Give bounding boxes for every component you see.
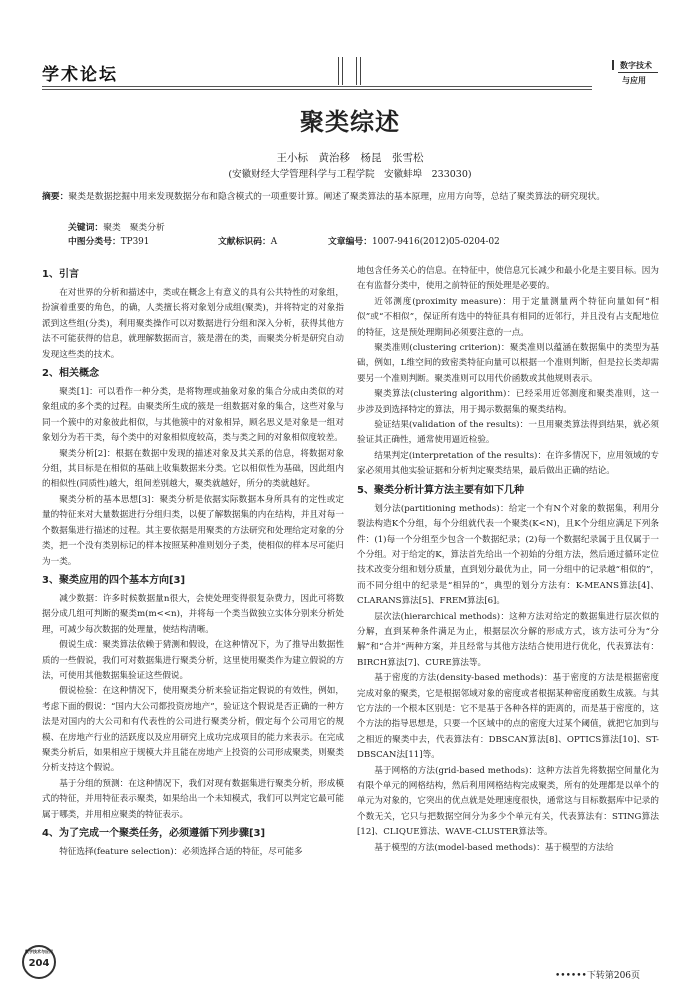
classification-row (68, 234, 628, 247)
article-authors: 王小标 黄治移 杨昆 张雪松 (276, 152, 424, 164)
paragraph: 聚类分析的基本思想[3]：聚类分析是依据实际数据本身所具有的定性或定量的特征来对大量数据进行分组归类，以便了解数据集的内在结构，并且对每一个数据集进行描述的过程。其主要依据是用聚类的方法研究和处理给定对象的分类，把一个没有类别标记的样本按照某种准则划分子类，使相似的样本尽可能归为一类。 (42, 494, 344, 567)
paragraph: 地包含任务关心的信息。在特征中，使信息冗长减少和最小化是主要目标。因为在有监督分类中，使用之前特征的预处理是必要的。 (357, 266, 659, 292)
paragraph: 基于模型的方法(model-based methods)：基于模型的方法给 (374, 842, 614, 853)
section-heading: 4、为了完成一个聚类任务，必须遵循下列步骤[3] (42, 828, 266, 839)
section-heading: 5、聚类分析计算方法主要有如下几种 (357, 484, 524, 496)
paragraph: 层次法(hierarchical methods)：这种方法对给定的数据集进行层次似的分解，直到某种条件满足为止，根据层次分解的形成方式，该方法可分为“分解”和“合并”两种方案，并且经常与其他方法结合使用进行优化，代表算法有：BIRCH算法[7]、CURE算法等。 (357, 611, 659, 668)
abstract-text: 聚类是数据挖掘中用来发现数据分布和隐含模式的一项重要计算。阐述了聚类算法的基本原理，应用方向等，总结了聚类算法的研究现状。 (68, 192, 606, 202)
keywords-label: 关键词： (68, 223, 104, 233)
paragraph: 基于网格的方法(grid-based methods)：这种方法首先将数据空间量化为有限个单元的网格结构，然后利用网格结构完成聚类，所有的处理都是以单个的单元为对象的，它突出的优点就是处理速度很快，通常这与目标数据库中记录的个数无关，它只与把数据空间分为多少个单元有关，代表算法有：STING算法[12]、CLIQUE算法、WAVE-CLUSTER算法等。 (357, 765, 659, 838)
paragraph: 基于密度的方法(density-based methods)：基于密度的方法是根据密度完成对象的聚类，它是根据邻域对象的密度或者根据某种密度函数生成簇。与其它方法的一个根本区别是：它不是基于各种各样的距离的，而是基于密度的，这个方法的指导思想是，只要一个区域中的点的密度大过某个阈值，就把它加到与之相近的聚类中去，代表算法有：DBSCAN算法[8]、OPTICS算法[10]、ST-DBSCAN法[11]等。 (357, 673, 659, 761)
class-value: TP391 (120, 237, 150, 247)
doc-value: A (270, 237, 278, 247)
journal-logo (612, 58, 658, 88)
section-heading: 2、相关概念 (42, 368, 99, 380)
section-heading: 3、聚类应用的四个基本方向[3] (42, 574, 186, 586)
section-title: 学术论坛 (42, 65, 118, 85)
abstract-label: 摘要： (42, 192, 69, 202)
paragraph: 基于分组的预测：在这种情况下，我们对现有数据集进行聚类分析，形成模式的特征，并用特征表示聚类，如果给出一个未知模式，我们可以判定它最可能属于哪类，并用相应聚类的特征表示。 (42, 778, 344, 820)
paragraph: 结果判定(interpretation of the results)：在许多情况下，应用领域的专家必须用其他实验证据和分析判定聚类结果，最后做出正确的结论。 (357, 450, 659, 477)
doc-label: 文献标识码： (218, 237, 271, 247)
header-rule (42, 86, 592, 87)
header-rule-2 (42, 89, 592, 90)
paragraph: 假说生成：聚类算法依赖于猜测和假设，在这种情况下，为了推导出数据性质的一些假说，我们可对数据集进行聚类分析，这里使用聚类作为建立假说的方法，可使用其他数据集验证这些假说。 (42, 640, 344, 681)
paragraph: 聚类准则(clustering criterion)：聚类准则以蕴涵在数据集中的类型为基础，例如，L维空间的致密类特征向量可以根据一个准则判断，但是拉长类却需要另一个准则判断。聚类准则可以用代价函数或其他规则表示。 (357, 343, 659, 384)
class-label: 中图分类号： (68, 237, 121, 247)
paragraph: 在对世界的分析和描述中，类或在概念上有意义的具有公共特性的对象组，扮演着重要的角色，的确，人类擅长将对象划分成组(聚类)，并将特定的对象指派到这些组(分类)，利用聚类操作可以对数据进行分组和深入分析，获得其他方法不可能获得的信息，就理解数据而言，簇是潜在的类，而聚类分析是研究自动发现这些类的技术。 (42, 288, 344, 360)
article-affiliation: (安徽财经大学管理科学与工程学院 安徽蚌埠 233030) (228, 169, 472, 180)
abstract (42, 191, 662, 204)
paragraph: 特征选择(feature selection)：必须选择合适的特征，尽可能多 (59, 847, 303, 857)
badge-top-text: 数字技术与应用 (25, 949, 53, 954)
paragraph: 聚类[1]：可以看作一种分类，是将物理或抽象对象的集合分成由类似的对象组成的多个类的过程。由聚类所生成的簇是一组数据对象的集合，这些对象与同一个簇中的对象彼此相似，与其他簇中的对象相异，顾名思义是对象是一组对象划分为若干类，每个类中的对象相似度较高，类与类之间的对象相似度较差。 (42, 387, 344, 444)
article-no-label: 文章编号： (328, 237, 372, 247)
body-column-right (357, 264, 659, 856)
page-number-badge (22, 945, 56, 979)
continued-note: ••••••下转第206页 (555, 971, 641, 981)
keywords-text: 聚类 聚类分析 (103, 223, 165, 233)
logo-mark-icon (612, 60, 619, 70)
paragraph: 近邻测度(proximity measure)：用于定量测量两个特征向量如何“相似”或“不相似”，保证所有选中的特征具有相同的近邻行，并且没有占支配地位的特征，这是预处理期间必须要注意的一点。 (357, 296, 659, 338)
page-number: 204 (28, 958, 50, 969)
logo-line-2: 与应用 (622, 76, 646, 85)
article-no-value: 1007-9416(2012)05-0204-02 (372, 237, 500, 247)
paragraph: 聚类分析[2]：根据在数据中发现的描述对象及其关系的信息，将数据对象分组，其目标是在相似的基础上收集数据来分类。它以相似性为基础，因此组内的相似性(同质性)越大，组间差别越大，聚类就越好，所分的类就越好。 (42, 448, 344, 490)
section-heading: 1、引言 (42, 269, 79, 280)
logo-divider (618, 72, 658, 73)
paragraph: 聚类算法(clustering algorithm)：已经采用近邻测度和聚类准则，这一步涉及到选择特定的算法，用于揭示数据集的聚类结构。 (357, 389, 659, 415)
paragraph: 减少数据：许多时候数据量n很大，会使处理变得很复杂费力，因此可将数据分成几组可判断的聚类m(m<<n)，并将每一个类当做独立实体分别来分析处理，可减少每次数据的处理量，使结构清晰。 (42, 593, 344, 635)
logo-line-1: 数字技术 (620, 61, 652, 70)
paragraph: 划分法(partitioning methods)：给定一个有N个对象的数据集，利用分裂法构造K个分组，每个分组就代表一个聚类(K<N)，且K个分组应满足下列条件：(1)每一个分组至少包含一个数据纪录；(2)每一个数据纪录属于且仅属于一个分组。对于给定的K，算法首先给出一个初始的分组方法，然后通过循环定位技术改变分组和划分质量，直到划分最优为止，同一分组中的记录越“相似的”，而不同分组中的纪录是“相异的”，典型的划分方法有：K-MEANS算法[4]、CLARANS算法[5]、FREM算法[6]。 (357, 503, 659, 607)
keywords (68, 220, 165, 233)
article-title: 聚类综述 (300, 108, 400, 136)
header-bars-decoration (334, 57, 364, 85)
paragraph: 假说检验：在这种情况下，使用聚类分析来验证指定假说的有效性，例如，考虑下面的假说：“国内大公司都投资房地产”，验证这个假说是否正确的一种方法是对国内的大公司和有代表性的公司进行聚类分析，假定每个公司用它的规模、在房地产行业的活跃度以及应用研究上成功完成项目的能力来表示。在完成聚类分析后，如果相应于规模大并且能在房地产上投资的公司形成聚类，则聚类分析支持这个假说。 (42, 686, 344, 774)
body-column-left (42, 264, 344, 860)
paragraph: 验证结果(validation of the results)：一旦用聚类算法得到结果，就必须验证其正确性，通常使用逼近检验。 (357, 420, 659, 446)
